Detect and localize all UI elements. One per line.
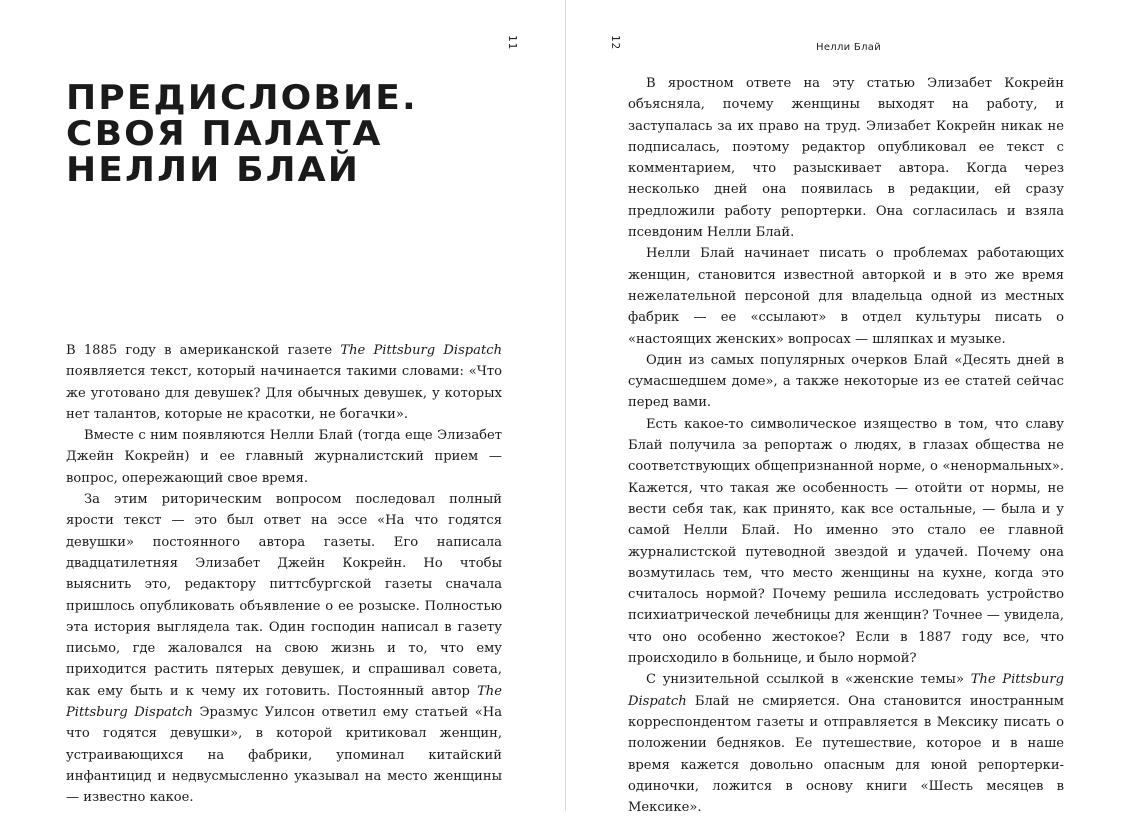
chapter-title xyxy=(66,80,418,188)
page-number-left: 11 xyxy=(506,34,520,51)
paragraph: С унизительной ссылкой в «женские темы» The Pittsburg Dispatch Блай не смиряется. Она становится иностранным корреспондентом газеты и отправляется в Мексику писать о положении бедняков. Ее путешествие, которое и в наше время кажется довольно опасным для юной репортерки-одиночки, ложится в основу книги «Шесть месяцев в Мексике». xyxy=(628,672,1064,816)
left-page xyxy=(0,0,565,811)
paragraph: Вместе с ним появляются Нелли Блай (тогда еще Элизабет Джейн Кокрейн) и ее главный журналистский прием — вопрос, опережающий свое время. xyxy=(66,428,502,486)
chapter-title-line: СВОЯ ПАЛАТА xyxy=(66,114,383,154)
right-body-text xyxy=(628,73,1064,818)
newspaper-name: The Pittsburg Dispatch xyxy=(340,343,502,358)
running-header: Нелли Блай xyxy=(816,42,882,53)
chapter-title-line: ПРЕДИСЛОВИЕ. xyxy=(66,78,418,118)
left-body-text xyxy=(66,340,502,809)
page-number-right: 12 xyxy=(609,34,623,51)
paragraph: Один из самых популярных очерков Блай «Десять дней в сумасшедшем доме», а также некоторые из ее статей сейчас перед вами. xyxy=(628,352,1064,411)
newspaper-name: The Pittsburg Dispatch xyxy=(66,683,502,721)
paragraph: Есть какое-то символическое изящество в том, что славу Блай получила за репортаж о людях, в глазах общества не соответствующих общепризнанной норме, о «ненормальных». Кажется, что такая же особенность — отойти от нормы, не вести себя так, как принято, как все остальные, — была и у самой Нелли Блай. Но именно это стало ее главной журналистской путеводной звездой и удачей. Почему она возмутилась тем, что место женщины на кухне, когда это считалось нормой? Почему решила исследовать устройство психиатрической лечебницы для женщин? Точнее — увидела, что оно особенно жестокое? Если в 1887 году все, что происходило в больнице, и было нормой? xyxy=(628,416,1064,667)
paragraph: В 1885 году в американской газете The Pittsburg Dispatch появляется текст, который начинается такими словами: «Что же уготовано для девушек? Для обычных девушек, у которых нет талантов, которые не красотки, не богачки». xyxy=(66,343,502,422)
newspaper-name: The Pittsburg Dispatch xyxy=(628,672,1064,709)
paragraph: Нелли Блай начинает писать о проблемах работающих женщин, становится известной авторкой и в это же время нежелательной персоной для владельца одной из местных фабрик — ее «ссылают» в отдел культуры писать о «настоящих женских» вопросах — шляпках и музыке. xyxy=(628,246,1064,347)
paragraph: За этим риторическим вопросом последовал полный ярости текст — это был ответ на эссе «На что годятся девушки» постоянного автора газеты. Его написала двадцатилетняя Элизабет Джейн Кокрейн. Но чтобы выяснить это, редактору питтсбургской газеты сначала пришлось опубликовать объявление о ее розыске. Полностью эта история выглядела так. Один господин написал в газету письмо, где жаловался на свою жизнь и то, что ему приходится растить пятерых девушек, и спрашивал совета, как ему быть и к чему их готовить. Постоянный автор The Pittsburg Dispatch Эразмус Уилсон ответил ему статьей «На что годятся девушки», в которой критиковал женщин, устраивающихся на фабрики, упоминал китайский инфантицид и недвусмысленно указывал на место женщины — известно какое. xyxy=(66,492,503,806)
chapter-title-line: НЕЛЛИ БЛАЙ xyxy=(66,150,361,190)
paragraph: В яростном ответе на эту статью Элизабет Кокрейн объясняла, почему женщины выходят на работу, и заступалась за их право на труд. Элизабет Кокрейн никак не подписалась, поэтому редактор опубликовал ее текст с комментарием, что разыскивает автора. Когда через несколько дней она появилась в редакции, ей сразу предложили работу репортерки. Она согласилась и взяла псевдоним Нелли Блай. xyxy=(628,76,1064,241)
